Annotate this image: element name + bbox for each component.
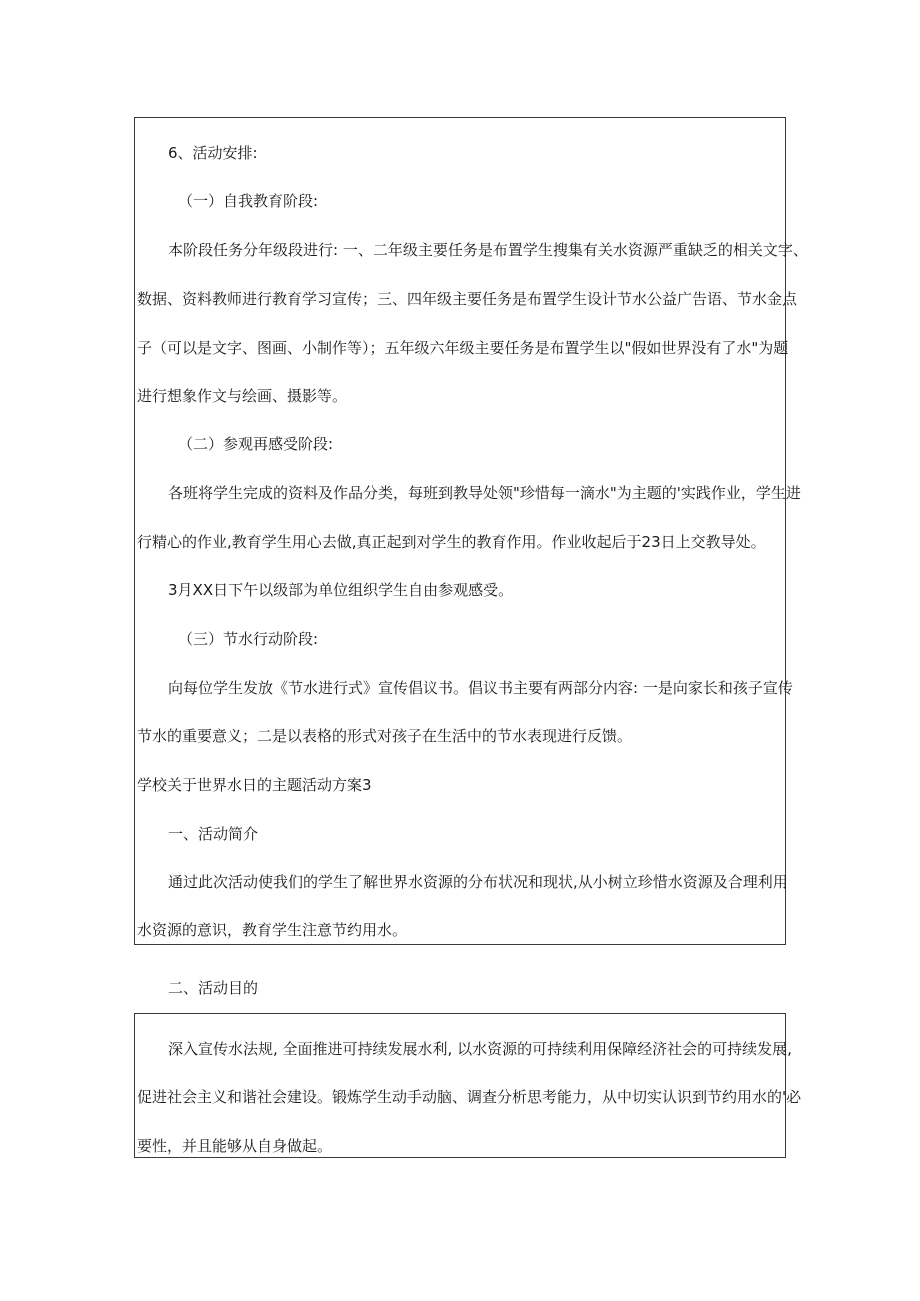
paragraph-line: 促进社会主义和谐社会建设。锻炼学生动手动脑、调查分析思考能力，从中切实认识到节约用水的'必: [137, 1088, 802, 1106]
paragraph-line: 子（可以是文字、图画、小制作等）；五年级六年级主要任务是布置学生以"假如世界没有了水"为题: [137, 339, 789, 357]
paragraph-line: 本阶段任务分年级段进行: 一、二年级主要任务是布置学生搜集有关水资源严重缺乏的相关文字、: [168, 241, 808, 259]
section-heading-activity-arrangement: 6、活动安排:: [168, 144, 258, 162]
plan-title: 学校关于世界水日的主题活动方案3: [137, 776, 372, 794]
paragraph-line: 向每位学生发放《节水进行式》宣传倡议书。倡议书主要有两部分内容: 一是向家长和孩子宣传: [168, 679, 793, 697]
paragraph-line: 通过此次活动使我们的学生了解世界水资源的分布状况和现状,从小树立珍惜水资源及合理利用: [168, 873, 788, 891]
section-heading-purpose: 二、活动目的: [168, 979, 259, 997]
paragraph-line: 进行想象作文与绘画、摄影等。: [137, 387, 348, 405]
paragraph-line: 3月XX日下午以级部为单位组织学生自由参观感受。: [168, 581, 514, 599]
section-heading-intro: 一、活动简介: [168, 825, 259, 843]
paragraph-line: 深入宣传水法规, 全面推进可持续发展水利, 以水资源的可持续利用保障经济社会的可持续发展,: [168, 1040, 792, 1058]
paragraph-line: 行精心的作业,教育学生用心去做,真正起到对学生的教育作用。作业收起后于23日上交教导处。: [137, 533, 766, 551]
stage-heading-visit: （二）参观再感受阶段:: [178, 435, 334, 453]
paragraph-line: 节水的重要意义；二是以表格的形式对孩子在生活中的节水表现进行反馈。: [137, 727, 633, 745]
paragraph-line: 数据、资料教师进行教育学习宣传；三、四年级主要任务是布置学生设计节水公益广告语、节水金点: [137, 290, 798, 308]
paragraph-line: 水资源的意识，教育学生注意节约用水。: [137, 921, 408, 939]
stage-heading-self-education: （一）自我教育阶段:: [178, 192, 319, 210]
paragraph-line: 各班将学生完成的资料及作品分类，每班到教导处领"珍惜每一滴水"为主题的'实践作业，学生进: [168, 484, 801, 502]
stage-heading-water-saving-action: （三）节水行动阶段:: [178, 630, 319, 648]
paragraph-line: 要性，并且能够从自身做起。: [137, 1137, 333, 1155]
